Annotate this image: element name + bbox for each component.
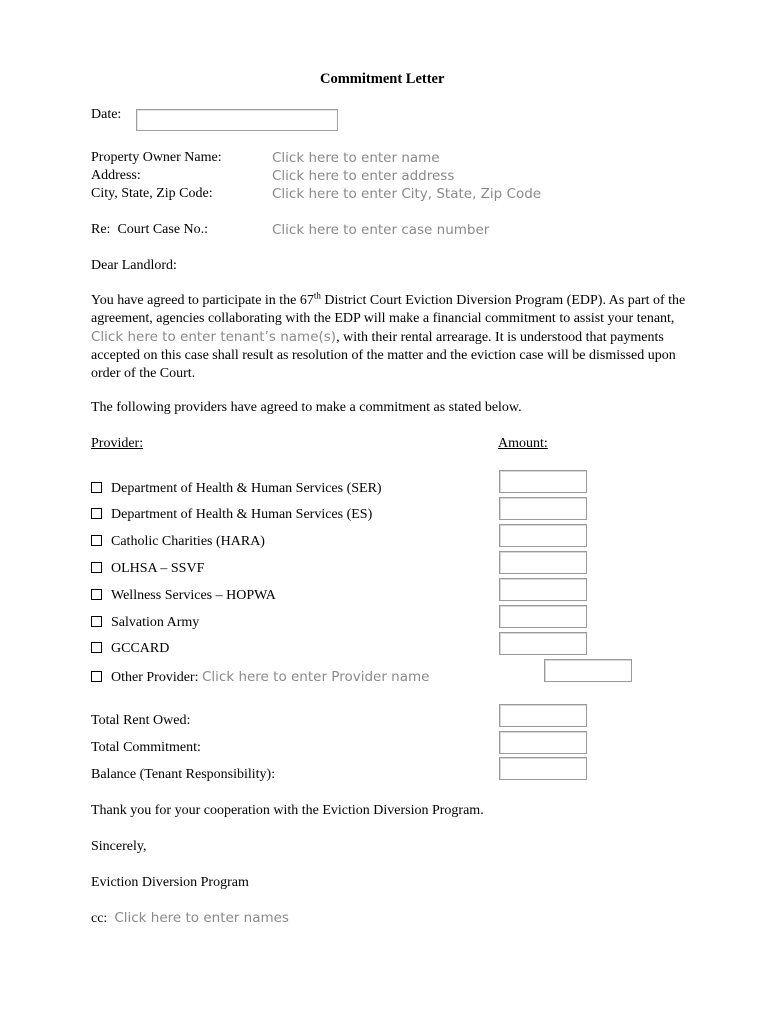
cc-names-field[interactable]: Click here to enter names bbox=[114, 910, 289, 926]
provider-label: Salvation Army bbox=[111, 615, 200, 630]
provider-row-hopwa bbox=[91, 588, 276, 604]
provider-label: GCCARD bbox=[111, 641, 170, 656]
amount-field-ssvf[interactable] bbox=[499, 551, 587, 574]
address-field[interactable]: Click here to enter address bbox=[272, 168, 455, 184]
address-label: Address: bbox=[91, 168, 141, 183]
city-state-zip-field[interactable]: Click here to enter City, State, Zip Code bbox=[272, 186, 542, 202]
total-commitment-field[interactable] bbox=[499, 731, 587, 754]
page-title: Commitment Letter bbox=[320, 71, 445, 87]
date-label: Date: bbox=[91, 107, 122, 122]
amount-field-es[interactable] bbox=[499, 497, 587, 520]
provider-checkbox-ser[interactable] bbox=[91, 482, 102, 493]
amount-field-gccard[interactable] bbox=[499, 632, 587, 655]
cc-line bbox=[91, 910, 289, 927]
other-provider-label: Other Provider: bbox=[111, 670, 199, 685]
intro-paragraph bbox=[91, 292, 691, 383]
other-provider-name-field[interactable]: Click here to enter Provider name bbox=[201, 669, 430, 685]
provider-label: Catholic Charities (HARA) bbox=[111, 534, 265, 549]
provider-checkbox-salvation-army[interactable] bbox=[91, 616, 102, 627]
provider-column-header: Provider: bbox=[91, 436, 144, 451]
intro-text-3: , with their rental arrearage. It is understood that payments accepted on this case shall result as resolution of the matter and the eviction case will be dismissed upon order of the Court. bbox=[91, 330, 676, 381]
salutation: Dear Landlord: bbox=[91, 258, 177, 273]
provider-row-other bbox=[91, 669, 429, 686]
provider-row-salvation-army bbox=[91, 615, 199, 631]
provider-row-ssvf bbox=[91, 561, 204, 577]
total-commitment-label: Total Commitment: bbox=[91, 740, 201, 755]
provider-row-es bbox=[91, 507, 372, 523]
provider-checkbox-ssvf[interactable] bbox=[91, 562, 102, 573]
amount-column-header: Amount: bbox=[498, 436, 548, 451]
tenant-name-field[interactable]: Click here to enter tenant’s name(s) bbox=[91, 329, 337, 345]
closing-text: Sincerely, bbox=[91, 839, 147, 854]
amount-field-ser[interactable] bbox=[499, 470, 587, 493]
provider-checkbox-es[interactable] bbox=[91, 508, 102, 519]
total-rent-owed-label: Total Rent Owed: bbox=[91, 713, 191, 728]
case-number-field[interactable]: Click here to enter case number bbox=[272, 222, 490, 238]
provider-label: Department of Health & Human Services (ES) bbox=[111, 507, 373, 522]
provider-checkbox-hara[interactable] bbox=[91, 535, 102, 546]
provider-label: Department of Health & Human Services (SER) bbox=[111, 481, 382, 496]
thank-you-text: Thank you for your cooperation with the Eviction Diversion Program. bbox=[91, 803, 484, 818]
provider-row-hara bbox=[91, 534, 265, 550]
intro-ordinal: th bbox=[313, 290, 321, 301]
owner-name-field[interactable]: Click here to enter name bbox=[272, 150, 440, 166]
total-rent-owed-field[interactable] bbox=[499, 704, 587, 727]
amount-field-salvation-army[interactable] bbox=[499, 605, 587, 628]
amount-field-hara[interactable] bbox=[499, 524, 587, 547]
amount-field-hopwa[interactable] bbox=[499, 578, 587, 601]
provider-row-ser bbox=[91, 481, 382, 497]
balance-label: Balance (Tenant Responsibility): bbox=[91, 767, 276, 782]
signature-text: Eviction Diversion Program bbox=[91, 875, 249, 890]
provider-checkbox-other[interactable] bbox=[91, 671, 102, 682]
provider-checkbox-gccard[interactable] bbox=[91, 642, 102, 653]
intro-text-1: You have agreed to participate in the 67 bbox=[91, 293, 314, 308]
city-state-zip-label: City, State, Zip Code: bbox=[91, 186, 213, 201]
provider-checkbox-hopwa[interactable] bbox=[91, 589, 102, 600]
provider-label: Wellness Services – HOPWA bbox=[111, 588, 276, 603]
intro-text-2: District Court Eviction Diversion Program (EDP). As part of the agreement, agencies collaborating with the EDP will make a financial commitment to assist your tenant, bbox=[91, 293, 686, 326]
amount-field-other[interactable] bbox=[544, 659, 632, 682]
provider-label: OLHSA – SSVF bbox=[111, 561, 205, 576]
provider-row-gccard bbox=[91, 641, 169, 657]
balance-field[interactable] bbox=[499, 757, 587, 780]
date-field[interactable] bbox=[136, 109, 338, 131]
providers-intro: The following providers have agreed to make a commitment as stated below. bbox=[91, 400, 522, 415]
owner-name-label: Property Owner Name: bbox=[91, 150, 222, 165]
case-number-label: Re: Court Case No.: bbox=[91, 222, 209, 237]
cc-label: cc: bbox=[91, 911, 108, 926]
